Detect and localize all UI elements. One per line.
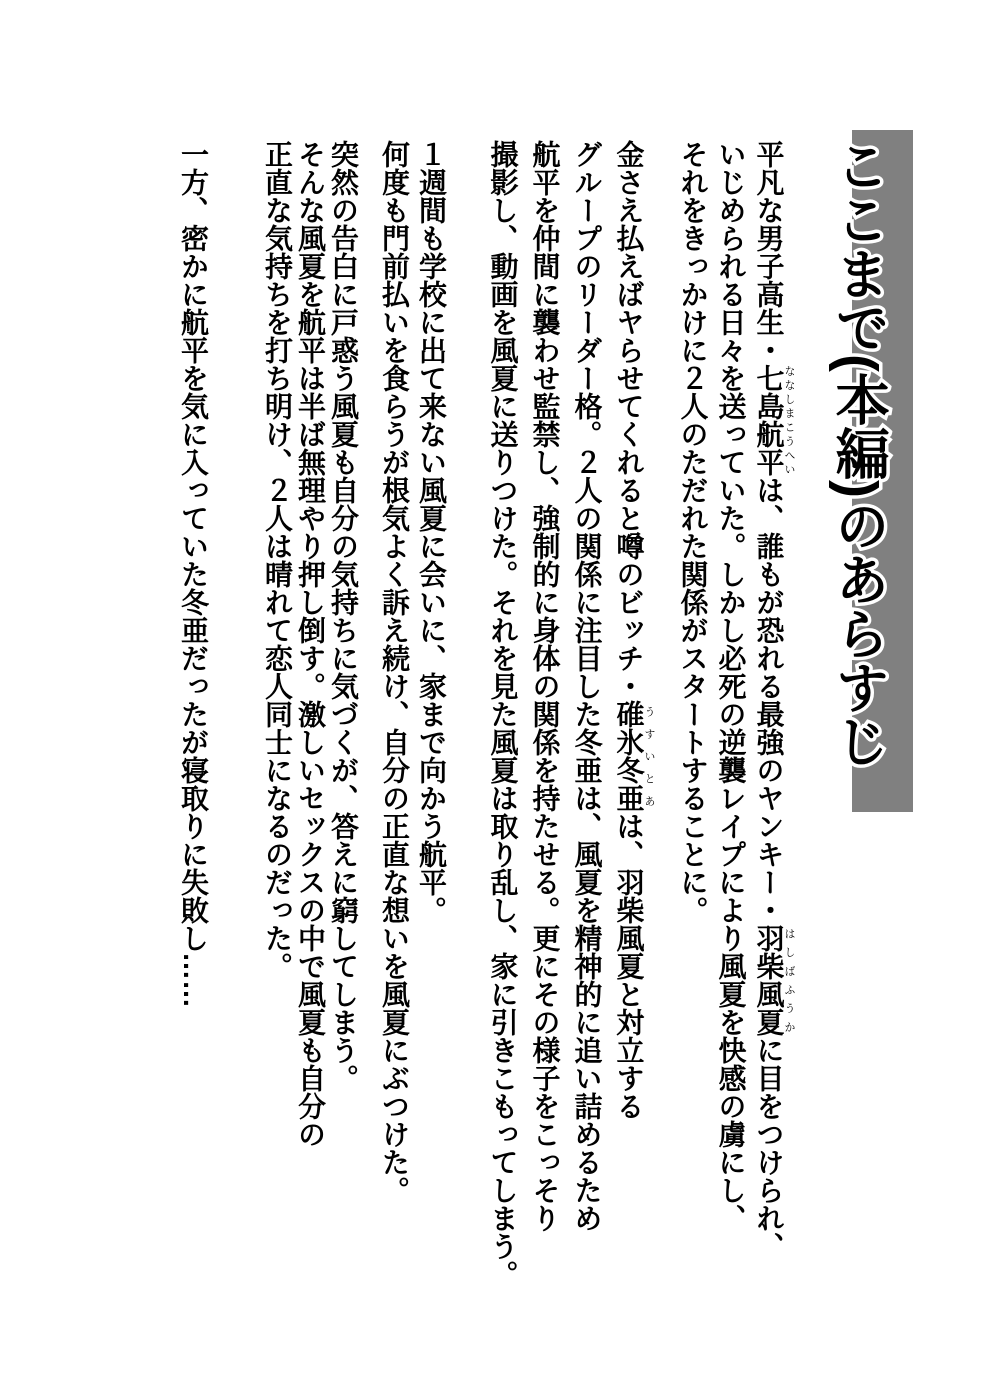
text-segment: 何度も門前払いを食らうが根気よく訴え続け、自分の正直な想いを風夏にぶつけた。	[379, 140, 410, 1204]
furigana: ななしまこうへい	[783, 364, 795, 476]
text-segment: は、羽柴風夏と対立する	[613, 812, 645, 1120]
text-segment: 金さえ払えばヤらせてくれると噂のビッチ・	[613, 140, 645, 700]
text-segment: グループのリーダー格。２人の関係に注目した冬亜は、風夏を精神的に追い詰めるため	[571, 140, 603, 1232]
text-segment: 一方、密かに航平を気に入っていた冬亜だったが寝取りに失敗し……	[178, 140, 209, 1008]
text-segment: そんな風夏を航平は半ば無理やり押し倒す。激しいセックスの中で風夏も自分の	[295, 140, 326, 1148]
synopsis-paragraph-3	[376, 140, 450, 1330]
synopsis-paragraph-2	[482, 140, 656, 1330]
text-segment: １週間も学校に出て来ない風夏に会いに、家まで向かう航平。	[416, 140, 447, 924]
text-segment: それをきっかけに２人のただれた関係がスタートすることに。	[677, 140, 709, 924]
text-segment: 平凡な男子高生・	[753, 140, 785, 364]
text-segment: 突然の告白に戸惑う風夏も自分の気持ちに気づくが、答えに窮してしまう。	[328, 140, 359, 1092]
synopsis-paragraph-4	[261, 140, 360, 1330]
furigana: はしばふうか	[783, 924, 795, 1036]
text-segment: 航平を仲間に襲わせ監禁し、強制的に身体の関係を持たせる。更にその様子をこっそり	[529, 140, 561, 1232]
synopsis-paragraph-1	[674, 140, 796, 1330]
text-segment: に目をつけられ、	[753, 1036, 785, 1260]
name-with-furigana: 羽柴風夏はしばふうか	[753, 924, 795, 1036]
text-segment: 撮影し、動画を風夏に送りつけた。それを見た風夏は取り乱し、家に引きこもってしまう。	[487, 140, 519, 1288]
synopsis-paragraph-5	[174, 140, 212, 1330]
text-segment: は、誰もが恐れる最強のヤンキー・	[753, 476, 785, 924]
name-with-furigana: 碓氷冬亜うすいとあ	[613, 700, 655, 812]
text-segment: 正直な気持ちを打ち明け、２人は晴れて恋人同士になるのだった。	[262, 140, 293, 980]
furigana: うすいとあ	[643, 700, 655, 812]
name-with-furigana: 七島航平ななしまこうへい	[753, 364, 795, 476]
text-segment: いじめられる日々を送っていた。しかし必死の逆襲レイプにより風夏を快感の虜にし、	[715, 140, 747, 1232]
page-title: ここまで(本編)のあらすじ	[828, 138, 888, 768]
